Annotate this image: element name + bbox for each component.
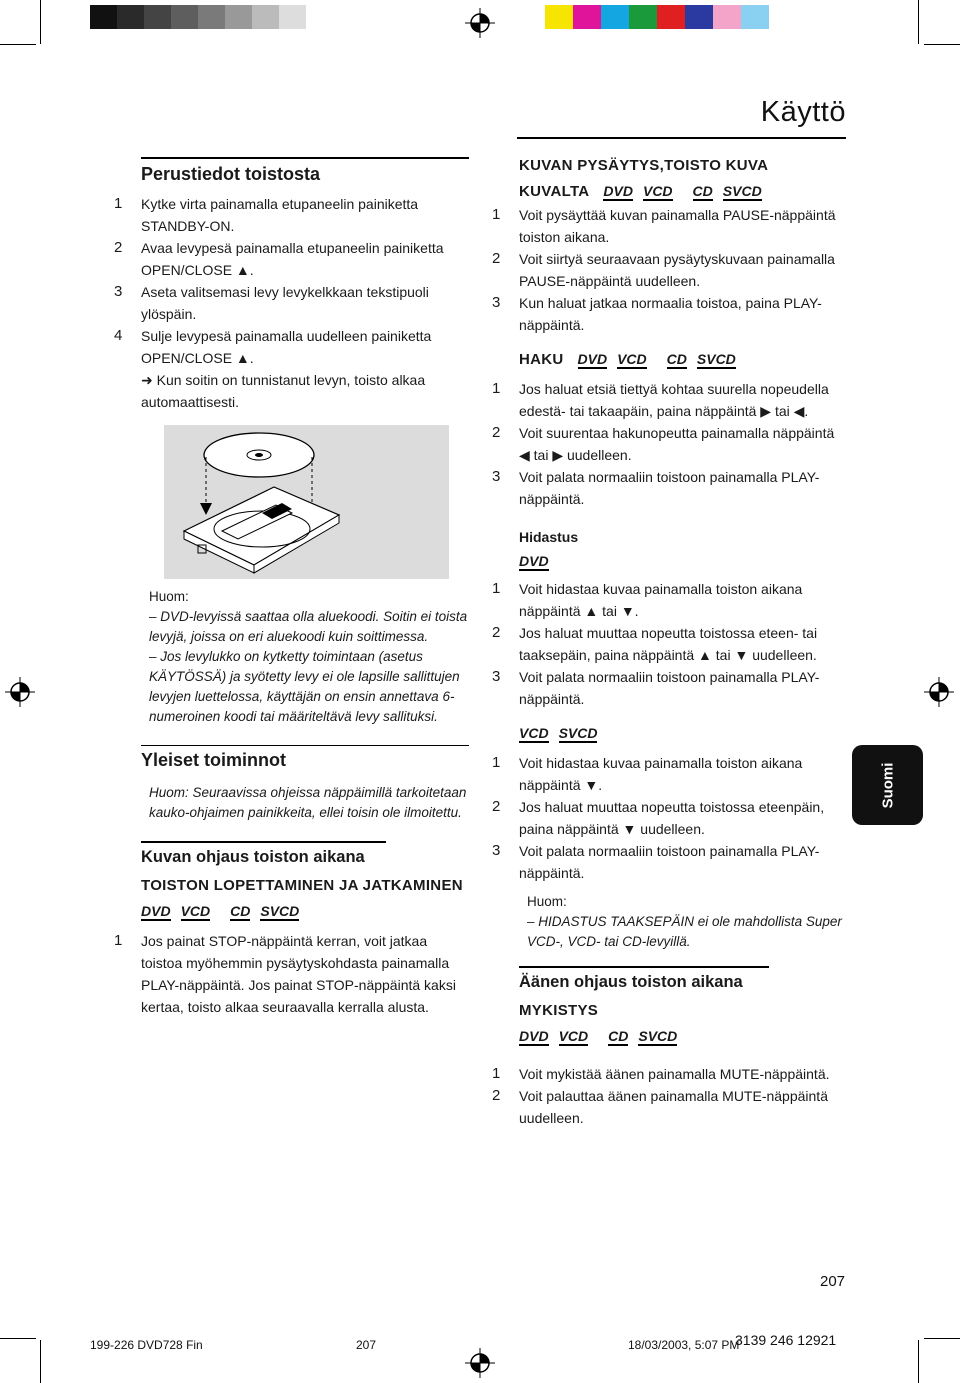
- list-item: 2 Jos haluat muuttaa nopeutta toistossa eteen- tai taaksepäin, paina näppäintä ▲ tai ▼ uudelleen.: [492, 624, 818, 663]
- note-label: Huom:: [527, 894, 567, 909]
- list-item: 2 Voit palauttaa äänen painamalla MUTE-näppäintä uudelleen.: [492, 1086, 828, 1126]
- vcd-badge: VCD: [617, 351, 647, 367]
- section-title: Yleiset toiminnot: [141, 750, 287, 770]
- result-text: ➜ Kun soitin on tunnistanut levyn, toisto alkaa automaattisesti.: [141, 371, 426, 410]
- subsection-title: KUVAN PYSÄYTYS,TOISTO KUVA: [519, 157, 769, 174]
- left-column: [114, 150, 469, 1018]
- vcd-badge: VCD: [519, 725, 549, 741]
- list-item: 1 Voit mykistää äänen painamalla MUTE-näppäintä.: [492, 1064, 830, 1082]
- crop-mark: [924, 1338, 960, 1339]
- crop-mark: [40, 1340, 41, 1383]
- cd-badge: CD: [230, 902, 251, 919]
- crop-mark: [918, 0, 919, 44]
- crop-mark: [0, 1338, 36, 1339]
- vcd-badge: VCD: [558, 1027, 589, 1044]
- list-item: 2 Jos haluat muuttaa nopeutta toistossa eteenpäin, paina näppäintä ▼ uudelleen.: [492, 798, 825, 837]
- section-rule: [141, 745, 469, 747]
- section-title: Perustiedot toistosta: [141, 163, 321, 184]
- cd-badge: CD: [608, 1027, 629, 1044]
- list-item: 1 Kytke virta painamalla etupaneelin painiketta STANDBY-ON.: [114, 194, 419, 234]
- list-item: 1 Jos painat STOP-näppäintä kerran, voit jatkaa toistoa myöhemmin pysäytyskohdasta painamalla PLAY-näppäintä. Jos painat STOP-näppäintä kaksi kertaa, toisto alkaa seuraavalla kerralla alusta.: [114, 931, 456, 1015]
- subsection-title: HAKU: [519, 351, 564, 368]
- section-title: Kuvan ohjaus toiston aikana: [141, 847, 365, 866]
- disc-format-badges: [578, 350, 736, 370]
- registration-mark-icon: [5, 677, 35, 707]
- section-rule: [519, 966, 769, 968]
- language-tab: Suomi: [852, 745, 923, 825]
- cd-badge: CD: [692, 183, 713, 199]
- svcd-badge: SVCD: [638, 1027, 678, 1044]
- header-rule: [517, 137, 846, 139]
- disc-format-badges: [519, 1027, 847, 1047]
- svcd-badge: SVCD: [722, 183, 762, 199]
- vcd-badge: VCD: [180, 902, 211, 919]
- note-text: – Jos levylukko on kytketty toimintaan (asetus KÄYTÖSSÄ) ja syötetty levy ei ole lapsille sallittujen levyjen luettelossa, käyttäjän on ensin annettava 6-numeroinen koodi tai määriteltävä levy sallituksi.: [149, 648, 460, 724]
- list-item: 3 Voit palata normaaliin toistoon painamalla PLAY-näppäintä.: [492, 842, 820, 881]
- registration-mark-icon: [465, 8, 495, 38]
- list-item: 1 Voit pysäyttää kuvan painamalla PAUSE-näppäintä toiston aikana.: [492, 206, 836, 245]
- dvd-badge: DVD: [519, 553, 549, 569]
- cd-badge: CD: [666, 351, 687, 367]
- note-text: – HIDASTUS TAAKSEPÄIN ei ole mahdollista Super VCD-, VCD- tai CD-levyillä.: [527, 914, 842, 949]
- crop-mark: [918, 1340, 919, 1383]
- svcd-badge: SVCD: [558, 725, 598, 741]
- footer-date: 18/03/2003, 5:07 PM: [628, 1338, 740, 1352]
- vcd-badge: VCD: [642, 183, 673, 199]
- footer-file: 199-226 DVD728 Fin: [90, 1338, 203, 1352]
- crop-mark: [924, 44, 960, 45]
- dvd-badge: DVD: [577, 351, 608, 367]
- crop-mark: [0, 44, 36, 45]
- dvd-badge: DVD: [603, 183, 633, 199]
- list-item: 3 Voit palata normaaliin toistoon painamalla PLAY-näppäintä.: [492, 668, 820, 707]
- dvd-badge: DVD: [141, 902, 171, 919]
- registration-mark-icon: [924, 677, 954, 707]
- dvd-badge: DVD: [519, 1027, 549, 1044]
- note-label: Huom:: [149, 588, 189, 604]
- list-item: 3 Aseta valitsemasi levy levykelkkaan tekstipuoli ylöspäin.: [114, 282, 429, 322]
- page-title: Käyttö: [760, 96, 846, 128]
- note-text: Huom: Seuraavissa ohjeissa näppäimillä tarkoitetaan kauko-ohjaimen painikkeita, ellei toisin ole ilmoitettu.: [149, 785, 467, 820]
- list-item: 1 Jos haluat etsiä tiettyä kohtaa suurella nopeudella edestä- tai takaapäin, paina näppäintä ▶ tai ◀.: [492, 380, 829, 419]
- page-number: 207: [820, 1273, 846, 1290]
- list-item: 2 Avaa levypesä painamalla etupaneelin painiketta OPEN/CLOSE ▲.: [114, 238, 444, 278]
- list-item: 2 Voit suurentaa hakunopeutta painamalla näppäintä ◀ tai ▶ uudelleen.: [492, 424, 835, 463]
- subsection-title: TOISTON LOPETTAMINEN JA JATKAMINEN: [141, 876, 463, 894]
- disc-format-badges: [519, 552, 847, 572]
- list-item: 3 Voit palata normaaliin toistoon painamalla PLAY-näppäintä.: [492, 468, 820, 507]
- color-bar: [545, 5, 769, 29]
- section-rule: [141, 841, 386, 843]
- svcd-badge: SVCD: [260, 902, 300, 919]
- svcd-badge: SVCD: [696, 351, 736, 367]
- section-rule: [141, 157, 469, 159]
- subsection-title: MYKISTYS: [519, 1001, 599, 1019]
- list-item: 1 Voit hidastaa kuvaa painamalla toiston aikana näppäintä ▲ tai ▼.: [492, 580, 803, 619]
- list-item: 2 Voit siirtyä seuraavaan pysäytyskuvaan painamalla PAUSE-näppäintä uudelleen.: [492, 250, 835, 289]
- disc-format-badges: [519, 724, 847, 744]
- subsection-title: Hidastus: [519, 529, 579, 545]
- right-column: [492, 150, 847, 1129]
- footer-code: 3139 246 12921: [735, 1332, 837, 1348]
- note-text: – DVD-levyissä saattaa olla aluekoodi. Soitin ei toista levyjä, joissa on eri aluekoodi kuin soittimessa.: [149, 608, 468, 644]
- disc-format-badges: [603, 182, 761, 202]
- list-item: 3 Kun haluat jatkaa normaalia toistoa, paina PLAY-näppäintä.: [492, 294, 822, 333]
- subsection-title: KUVALTA: [519, 183, 590, 200]
- grayscale-bar: [90, 5, 306, 29]
- disc-format-badges: [141, 902, 469, 922]
- disc-tray-icon: [164, 425, 449, 579]
- section-title: Äänen ohjaus toiston aikana: [519, 972, 743, 991]
- list-item: 1 Voit hidastaa kuvaa painamalla toiston aikana näppäintä ▼.: [492, 754, 803, 793]
- footer-page: 207: [356, 1338, 377, 1352]
- registration-mark-icon: [465, 1348, 495, 1378]
- crop-mark: [40, 0, 41, 44]
- disc-loading-illustration: [164, 425, 449, 579]
- list-item: 4 Sulje levypesä painamalla uudelleen painiketta OPEN/CLOSE ▲.: [114, 326, 432, 366]
